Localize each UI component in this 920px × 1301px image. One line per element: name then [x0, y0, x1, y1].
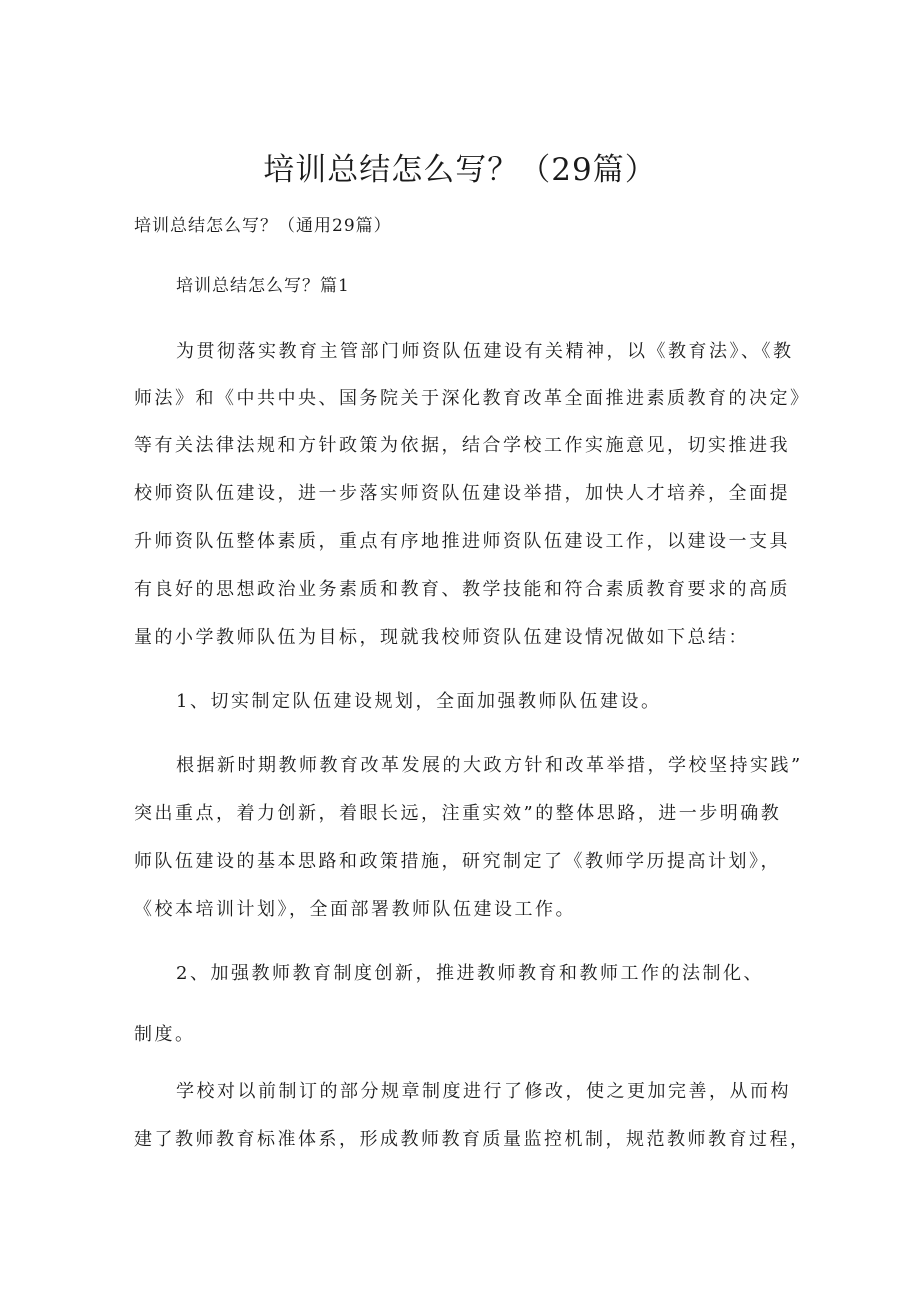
section-heading: 培训总结怎么写？篇1	[176, 276, 350, 296]
paragraph-line: 师法》和《中共中央、国务院关于深化教育改革全面推进素质教育的决定》	[134, 388, 811, 409]
paragraph-line: 学校对以前制订的部分规章制度进行了修改，使之更加完善，从而构	[176, 1081, 791, 1102]
paragraph-line: 根据新时期教师教育改革发展的大政方针和改革举措，学校坚持实践”	[176, 755, 803, 776]
paragraph-line: 量的小学教师队伍为目标，现就我校师资队伍建设情况做如下总结：	[134, 627, 749, 648]
paragraph-line: 为贯彻落实教育主管部门师资队伍建设有关精神，以《教育法》、《教	[176, 341, 794, 362]
paragraph-line: 等有关法律法规和方针政策为依据，结合学校工作实施意见，切实推进我	[134, 435, 790, 456]
numbered-heading: 2、加强教师教育制度创新，推进教师教育和教师工作的法制化、	[176, 963, 764, 984]
document-subtitle: 培训总结怎么写？（通用29篇）	[134, 216, 392, 236]
numbered-heading: 1、切实制定队伍建设规划，全面加强教师队伍建设。	[176, 691, 662, 712]
paragraph-line: 建了教师教育标准体系，形成教师教育质量监控机制，规范教师教育过程，	[134, 1129, 811, 1150]
paragraph-line: 突出重点，着力创新，着眼长远，注重实效”的整体思路，进一步明确教	[134, 803, 782, 824]
paragraph-line: 有良好的思想政治业务素质和教育、教学技能和符合素质教育要求的高质	[134, 579, 790, 600]
paragraph-line: 师队伍建设的基本思路和政策措施，研究制定了《教师学历提高计划》，	[134, 851, 781, 872]
document-title: 培训总结怎么写？（29篇）	[263, 152, 657, 188]
paragraph-line: 《校本培训计划》，全面部署教师队伍建设工作。	[134, 899, 576, 920]
numbered-heading-continuation: 制度。	[134, 1024, 196, 1045]
paragraph-line: 升师资队伍整体素质，重点有序地推进师资队伍建设工作，以建设一支具	[134, 531, 790, 552]
paragraph-line: 校师资队伍建设，进一步落实师资队伍建设举措，加快人才培养，全面提	[134, 483, 790, 504]
